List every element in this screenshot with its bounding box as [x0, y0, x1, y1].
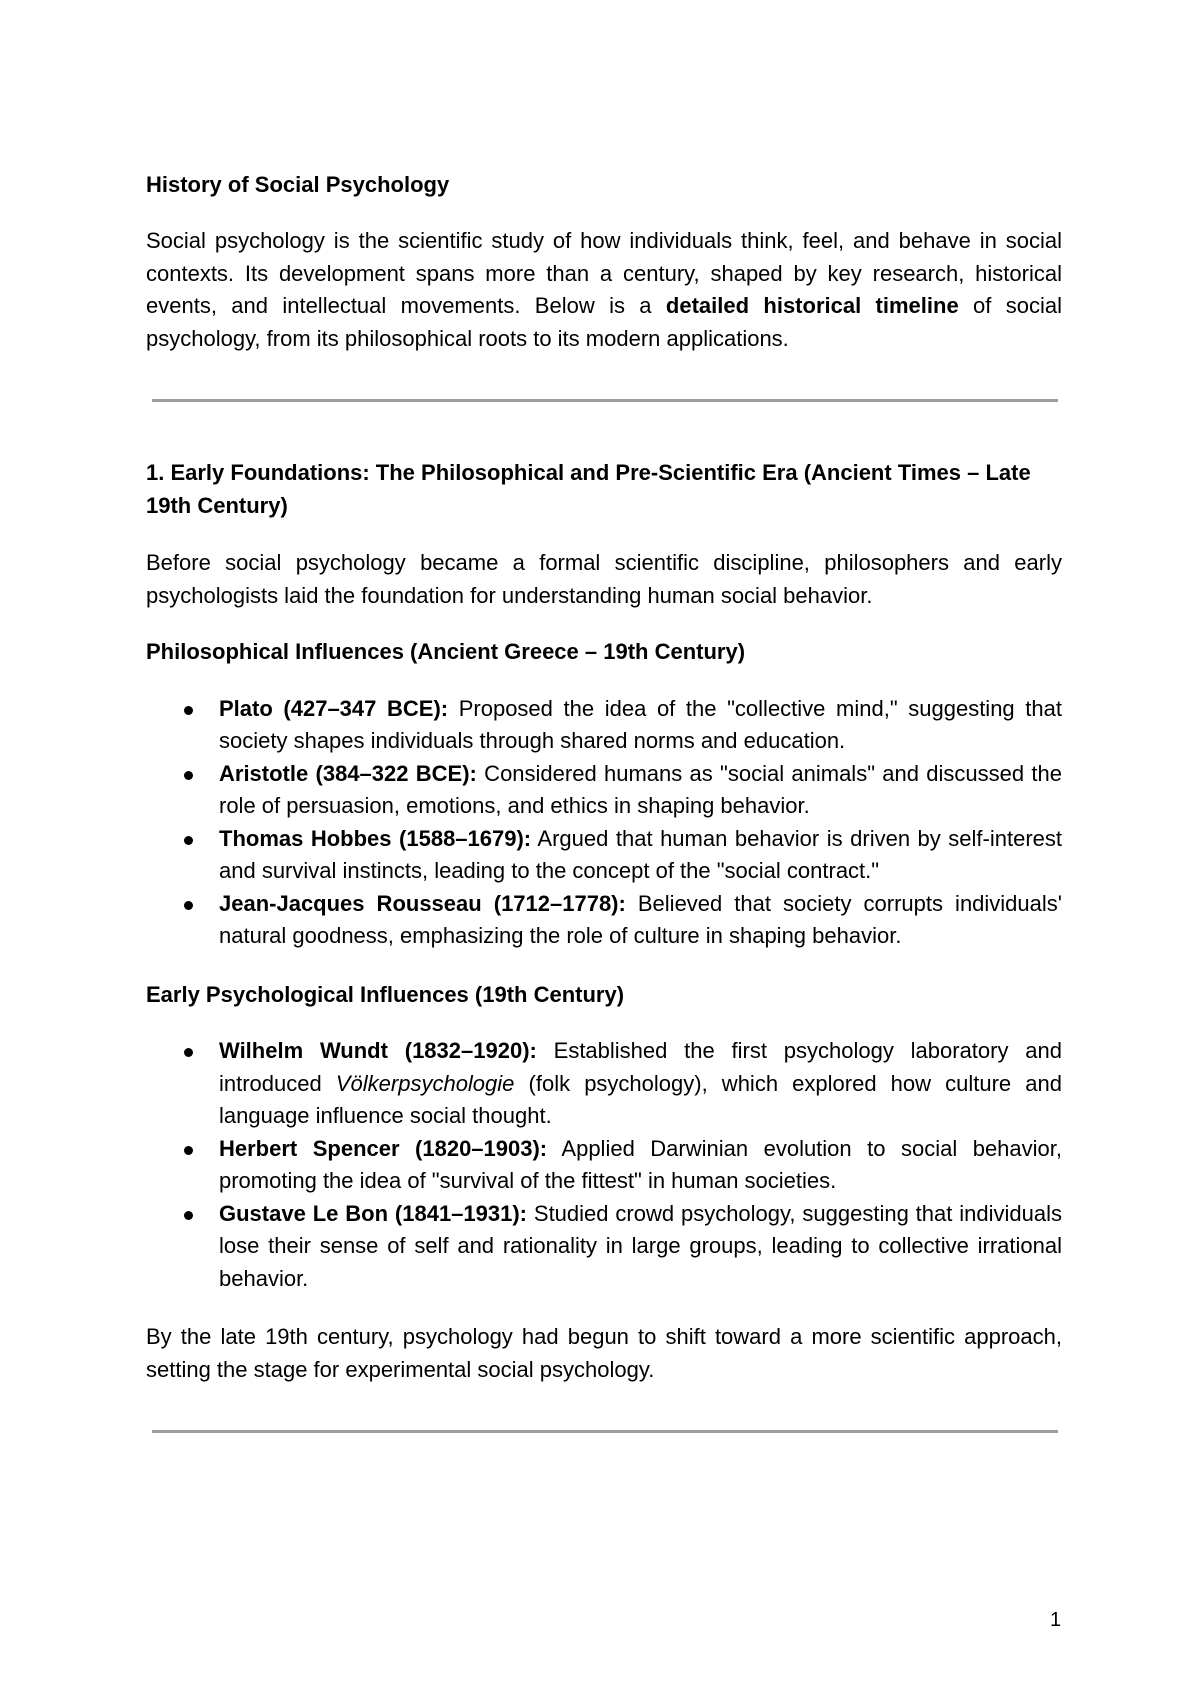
- bullet-icon: [184, 1211, 193, 1220]
- list-item: Jean-Jacques Rousseau (1712–1778): Believed that society corrupts individuals' natural goodness, emphasizing the role of culture in shaping behavior.: [146, 888, 1062, 953]
- list-item: Herbert Spencer (1820–1903): Applied Darwinian evolution to social behavior, promoting the idea of "survival of the fittest" in human societies.: [146, 1133, 1062, 1198]
- document-page: [146, 170, 1062, 1433]
- list-item: Thomas Hobbes (1588–1679): Argued that human behavior is driven by self-interest and survival instincts, leading to the concept of the "social contract.": [146, 823, 1062, 888]
- section-heading: 1. Early Foundations: The Philosophical and Pre-Scientific Era (Ancient Times – Late 19th Century): [146, 460, 1031, 518]
- bullet-icon: [184, 901, 193, 910]
- bullet-icon: [184, 706, 193, 715]
- philosophical-influences-list: [146, 693, 1062, 953]
- subsection-heading-philosophical: Philosophical Influences (Ancient Greece – 19th Century): [146, 639, 746, 664]
- page-number: 1: [1050, 1609, 1062, 1631]
- subsection-heading-psychological: Early Psychological Influences (19th Century): [146, 981, 625, 1007]
- closing-paragraph: By the late 19th century, psychology had begun to shift toward a more scientific approach, setting the stage for experimental social psychology.: [146, 1324, 1062, 1382]
- intro-bold-phrase: detailed historical timeline: [665, 293, 959, 318]
- list-item: Gustave Le Bon (1841–1931): Studied crowd psychology, suggesting that individuals lose their sense of self and rationality in large groups, leading to collective irrational behavior.: [146, 1198, 1062, 1296]
- psychological-influences-list: [146, 1035, 1062, 1295]
- list-item: Plato (427–347 BCE): Proposed the idea of the "collective mind," suggesting that society shapes individuals through shared norms and education.: [146, 693, 1062, 758]
- horizontal-divider: [152, 399, 1058, 402]
- list-item: Aristotle (384–322 BCE): Considered humans as "social animals" and discussed the role of persuasion, emotions, and ethics in shaping behavior.: [146, 758, 1062, 823]
- section-paragraph: Before social psychology became a formal scientific discipline, philosophers and early psychologists laid the foundation for understanding human social behavior.: [146, 550, 1062, 608]
- document-title: History of Social Psychology: [146, 172, 450, 197]
- intro-paragraph: Social psychology is the scientific study of how individuals think, feel, and behave in social contexts. Its development spans more than a century, shaped by key research, historical events, and intellectual movements. Below is a detailed historical timeline of social psychology, from its philosophical roots to its modern applications.: [146, 228, 1062, 351]
- bullet-icon: [184, 1146, 193, 1155]
- list-item: Wilhelm Wundt (1832–1920): Established the first psychology laboratory and introduced Völkerpsychologie (folk psychology), which explored how culture and language influence social thought.: [146, 1035, 1062, 1133]
- bullet-icon: [184, 836, 193, 845]
- bullet-icon: [184, 1048, 193, 1057]
- horizontal-divider: [152, 1430, 1058, 1433]
- bullet-icon: [184, 771, 193, 780]
